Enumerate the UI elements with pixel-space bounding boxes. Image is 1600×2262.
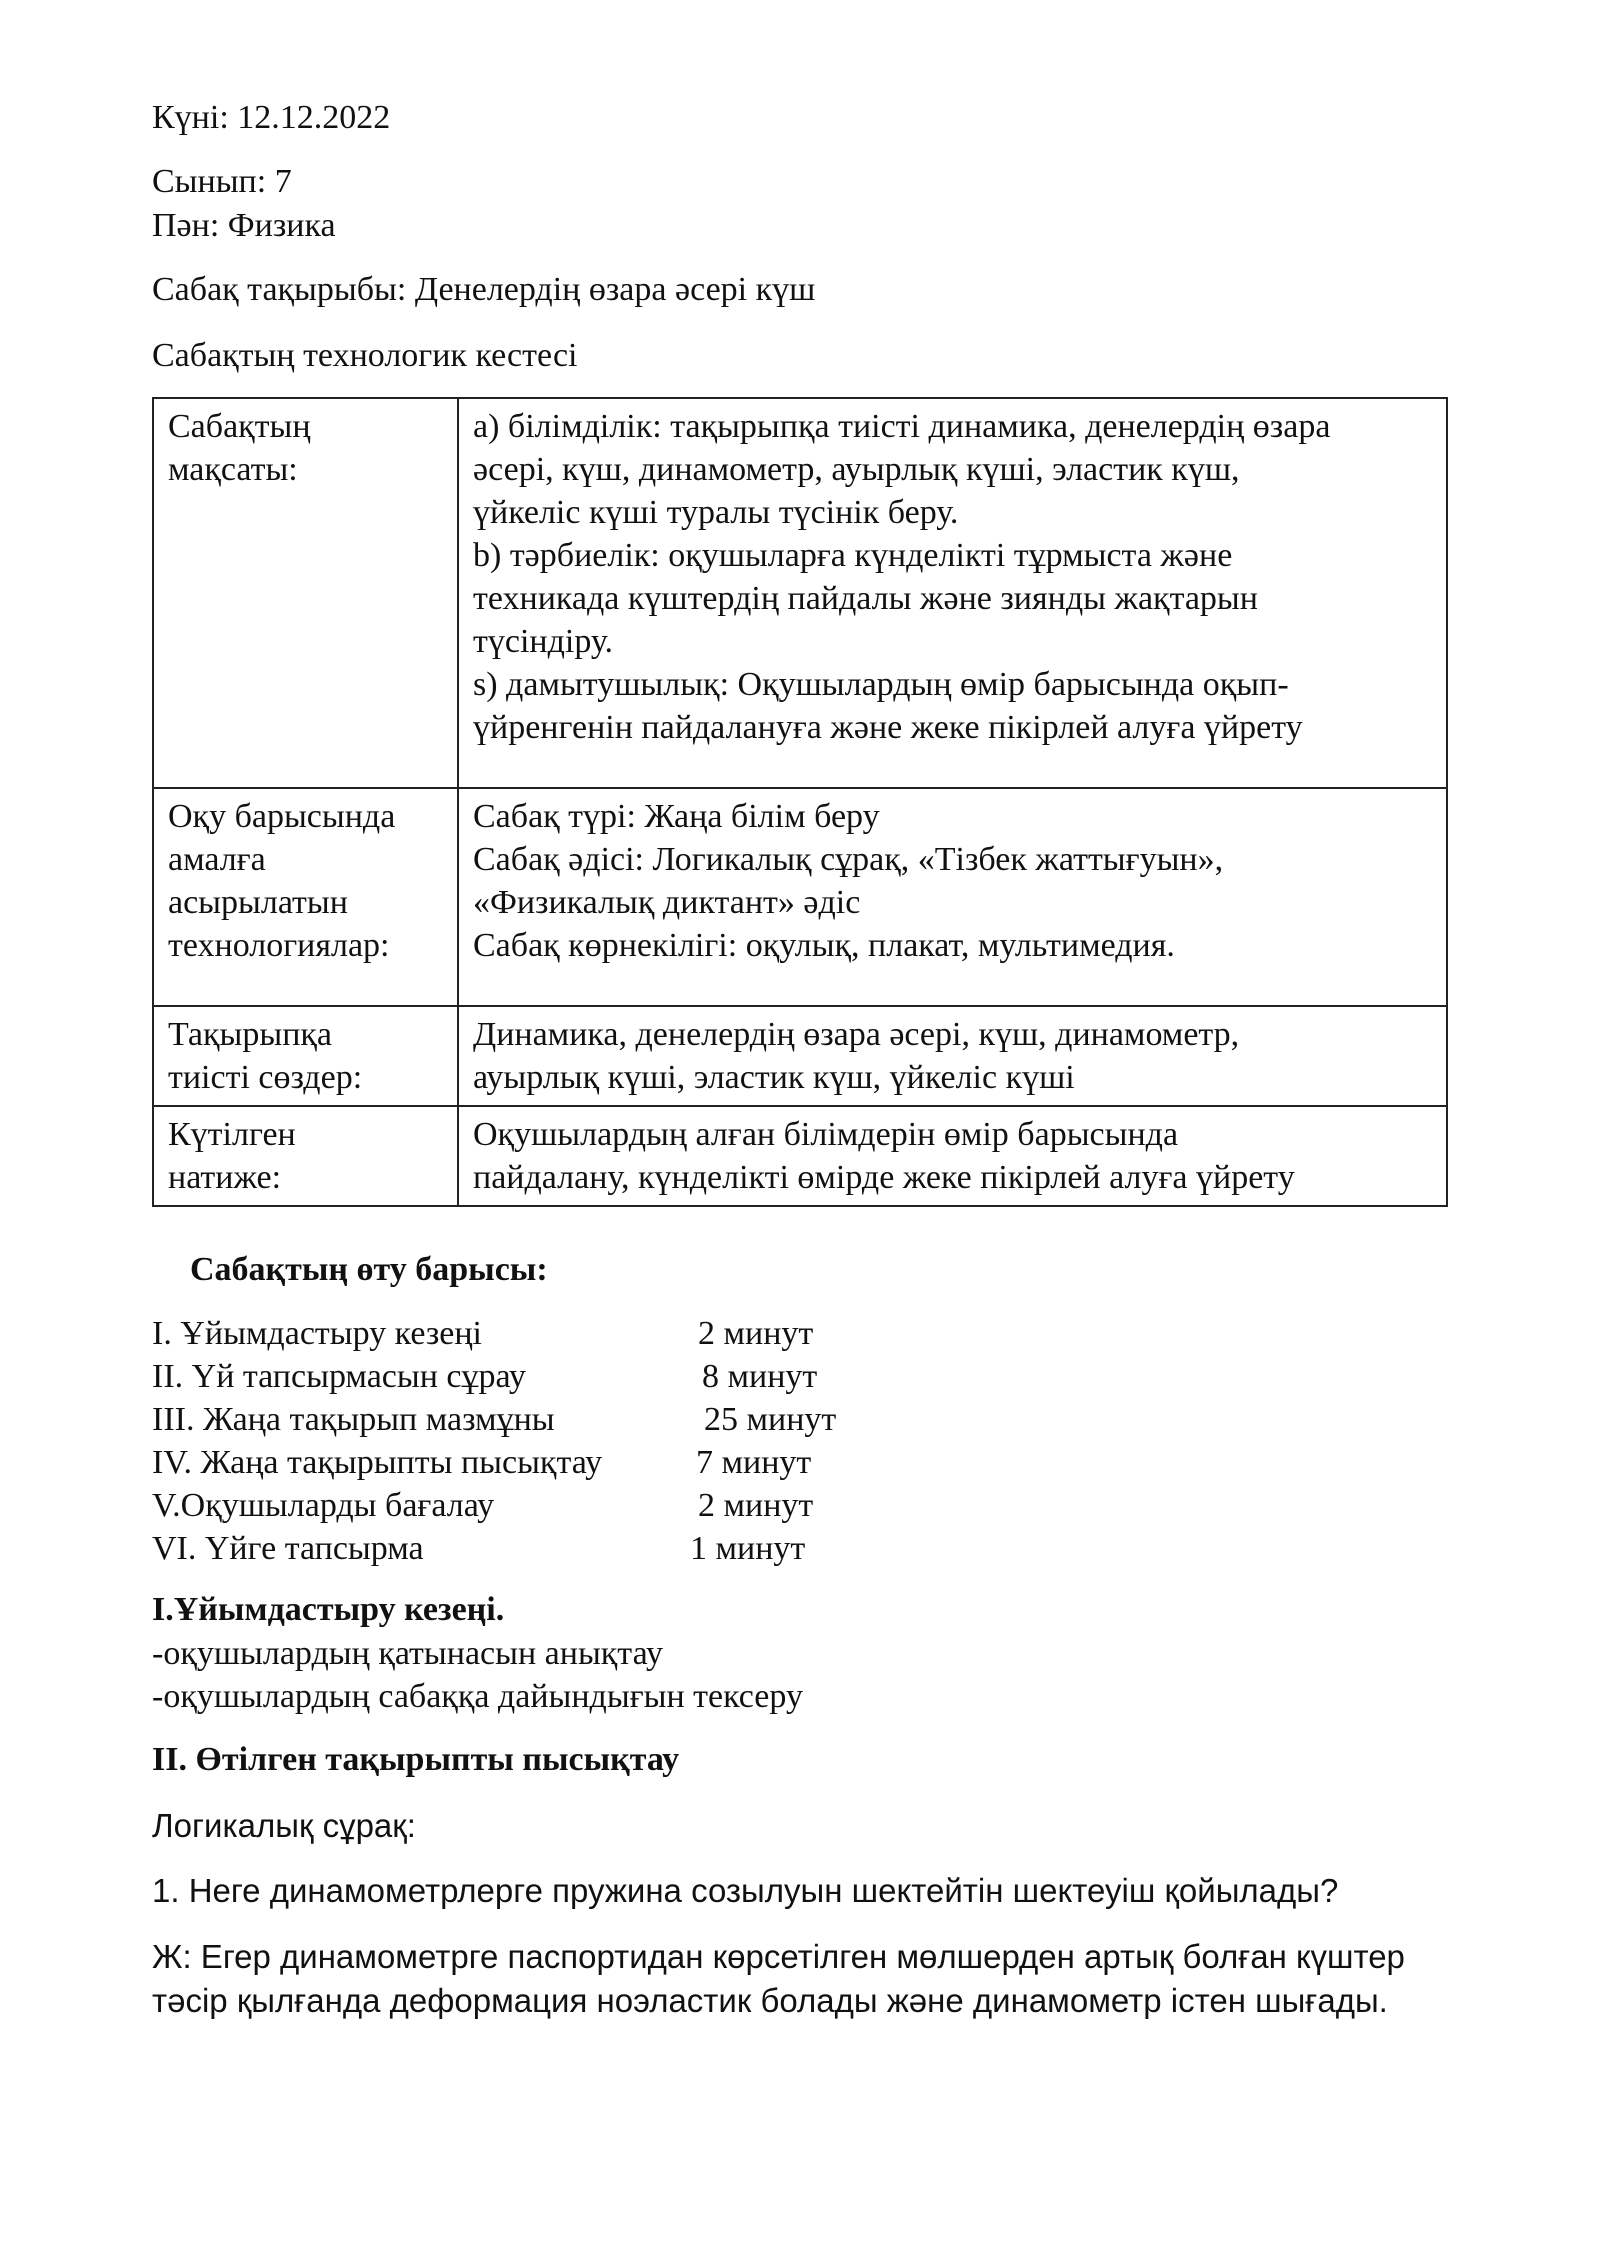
stage-name: IV. Жаңа тақырыпты пысықтау [152, 1444, 603, 1481]
table-row [153, 398, 1447, 788]
technology-table [152, 397, 1448, 1207]
lesson-subject: Пән: Физика [152, 207, 336, 244]
course-heading: Сабақтың өту барысы: [190, 1251, 548, 1288]
stage-name: II. Үй тапсырмасын сұрау [152, 1358, 526, 1395]
stage-name: III. Жаңа тақырып мазмұны [152, 1401, 555, 1438]
section1-heading: I.Ұйымдастыру кезеңі. [152, 1591, 505, 1628]
logical-question-label: Логикалық сұрақ: [152, 1807, 416, 1844]
stage-name: V.Оқушыларды бағалау [152, 1487, 495, 1524]
answer-line: тәсір қылғанда деформация ноэластик болады және динамометр істен шығады. [152, 1982, 1388, 2019]
stage-time: 2 минут [698, 1315, 814, 1352]
lesson-grade: Сынып: 7 [152, 163, 292, 200]
row-content: Сабақ түрі: Жаңа білім беру Сабақ әдісі: Логикалық сұрақ, «Тізбек жаттығуын», «Физикалық диктант» әдіс Сабақ көрнекілігі: оқулық, плакат, мультимедия. [458, 788, 1447, 1006]
lesson-date: Күні: 12.12.2022 [152, 99, 391, 136]
section2-heading: II. Өтілген тақырыпты пысықтау [152, 1741, 680, 1778]
stage-name: I. Ұйымдастыру кезеңі [152, 1315, 483, 1352]
list-item: -оқушылардың қатынасын анықтау [152, 1635, 663, 1672]
question-text: 1. Неге динамометрлерге пружина созылуын шектейтін шектеуіш қойылады? [152, 1872, 1339, 1909]
row-label: Сабақтың мақсаты: [153, 398, 458, 788]
row-content: Оқушылардың алған білімдерін өмір барысында пайдалану, күнделікті өмірде жеке пікірлей алуға үйрету [458, 1106, 1447, 1206]
stage-time: 7 минут [696, 1444, 812, 1481]
table-row [153, 788, 1447, 1006]
list-item [152, 1443, 812, 1483]
row-content: а) білімділік: тақырыпқа тиісті динамика, денелердің өзара әсері, күш, динамометр, ауырлық күші, эластик күш, үйкеліс күші туралы түсінік беру. b) тәрбиелік: оқушыларға күнделікті тұрмыста және техникада күштердің пайдалы және зиянды жақтарын түсіндіру. s) дамытушылық: Оқушылардың өмір барысында оқып- үйренгенін пайдалануға және жеке пікірлей алуға үйрету [458, 398, 1447, 788]
list-item [152, 1486, 814, 1526]
list-item [152, 1314, 814, 1354]
table-row [153, 1006, 1447, 1106]
table-title: Сабақтың технологик кестесі [152, 337, 578, 374]
table-row [153, 1106, 1447, 1206]
row-label: Оқу барысында амалға асырылатын технологиялар: [153, 788, 458, 1006]
stage-time: 1 минут [690, 1530, 806, 1567]
row-label: Тақырыпқа тиісті сөздер: [153, 1006, 458, 1106]
list-item [152, 1357, 818, 1397]
row-label: Күтілген натиже: [153, 1106, 458, 1206]
list-item [152, 1400, 837, 1440]
stage-time: 2 минут [698, 1487, 814, 1524]
list-item: -оқушылардың сабаққа дайындығын тексеру [152, 1678, 803, 1715]
row-content: Динамика, денелердің өзара әсері, күш, динамометр, ауырлық күші, эластик күш, үйкеліс күші [458, 1006, 1447, 1106]
list-item [152, 1529, 806, 1569]
lesson-topic: Сабақ тақырыбы: Денелердің өзара әсері күш [152, 271, 816, 308]
stage-time: 25 минут [704, 1401, 837, 1438]
stage-time: 8 минут [702, 1358, 818, 1395]
answer-line: Ж: Егер динамометрге паспортидан көрсетілген мөлшерден артық болған күштер [152, 1938, 1405, 1975]
stage-name: VI. Үйге тапсырма [152, 1530, 424, 1567]
